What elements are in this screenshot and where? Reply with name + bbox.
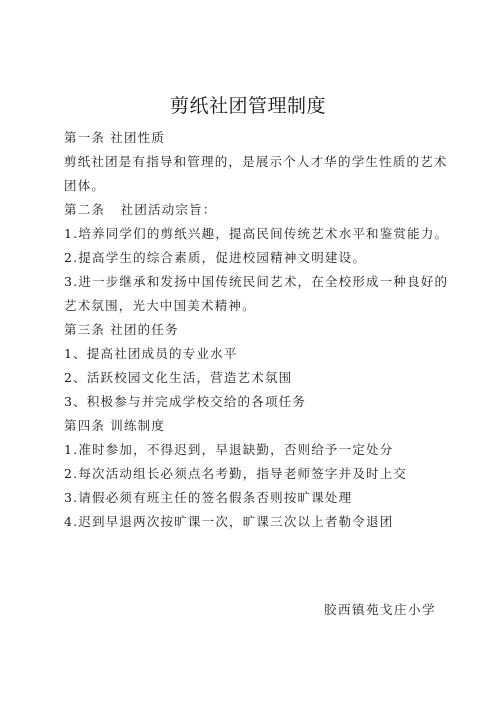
list-item: 1、提高社团成员的专业水平	[64, 346, 238, 361]
list-item: 3.请假必须有班主任的签名假条否则按旷课处理	[64, 490, 353, 505]
paragraph-line: 艺术氛围，光大中国美术精神。	[64, 298, 256, 313]
school-signature: 胶西镇苑戈庄小学	[323, 602, 436, 617]
list-item: 2、活跃校园文化生活，营造艺术氛围	[64, 370, 293, 385]
list-item: 4.迟到早退两次按旷课一次，旷课三次以上者勒令退团	[64, 514, 394, 529]
list-item: 3.进一步继承和发扬中国传统民间艺术，在全校形成一种良好的	[64, 274, 449, 289]
article-1-heading: 第一条 社团性质	[64, 130, 166, 145]
list-item: 1.准时参加，不得迟到，早退缺勤，否则给予一定处分	[64, 442, 394, 457]
list-item: 2.提高学生的综合素质，促进校园精神文明建设。	[64, 250, 367, 265]
article-4-heading: 第四条 训练制度	[64, 418, 166, 433]
paragraph-line: 团体。	[64, 178, 106, 193]
article-3-heading: 第三条 社团的任务	[64, 322, 179, 337]
list-item: 1.培养同学们的剪纸兴趣，提高民间传统艺术水平和鉴赏能力。	[64, 226, 449, 241]
article-2-heading: 第二条 社团活动宗旨：	[64, 202, 217, 217]
paragraph-line: 剪纸社团是有指导和管理的，是展示个人才华的学生性质的艺术	[64, 154, 448, 169]
list-item: 2.每次活动组长必须点名考勤，指导老师签字并及时上交	[64, 466, 408, 481]
document-body	[64, 126, 454, 534]
list-item: 3、积极参与并完成学校交给的各项任务	[64, 394, 307, 409]
document-title: 剪纸社团管理制度	[169, 95, 326, 117]
